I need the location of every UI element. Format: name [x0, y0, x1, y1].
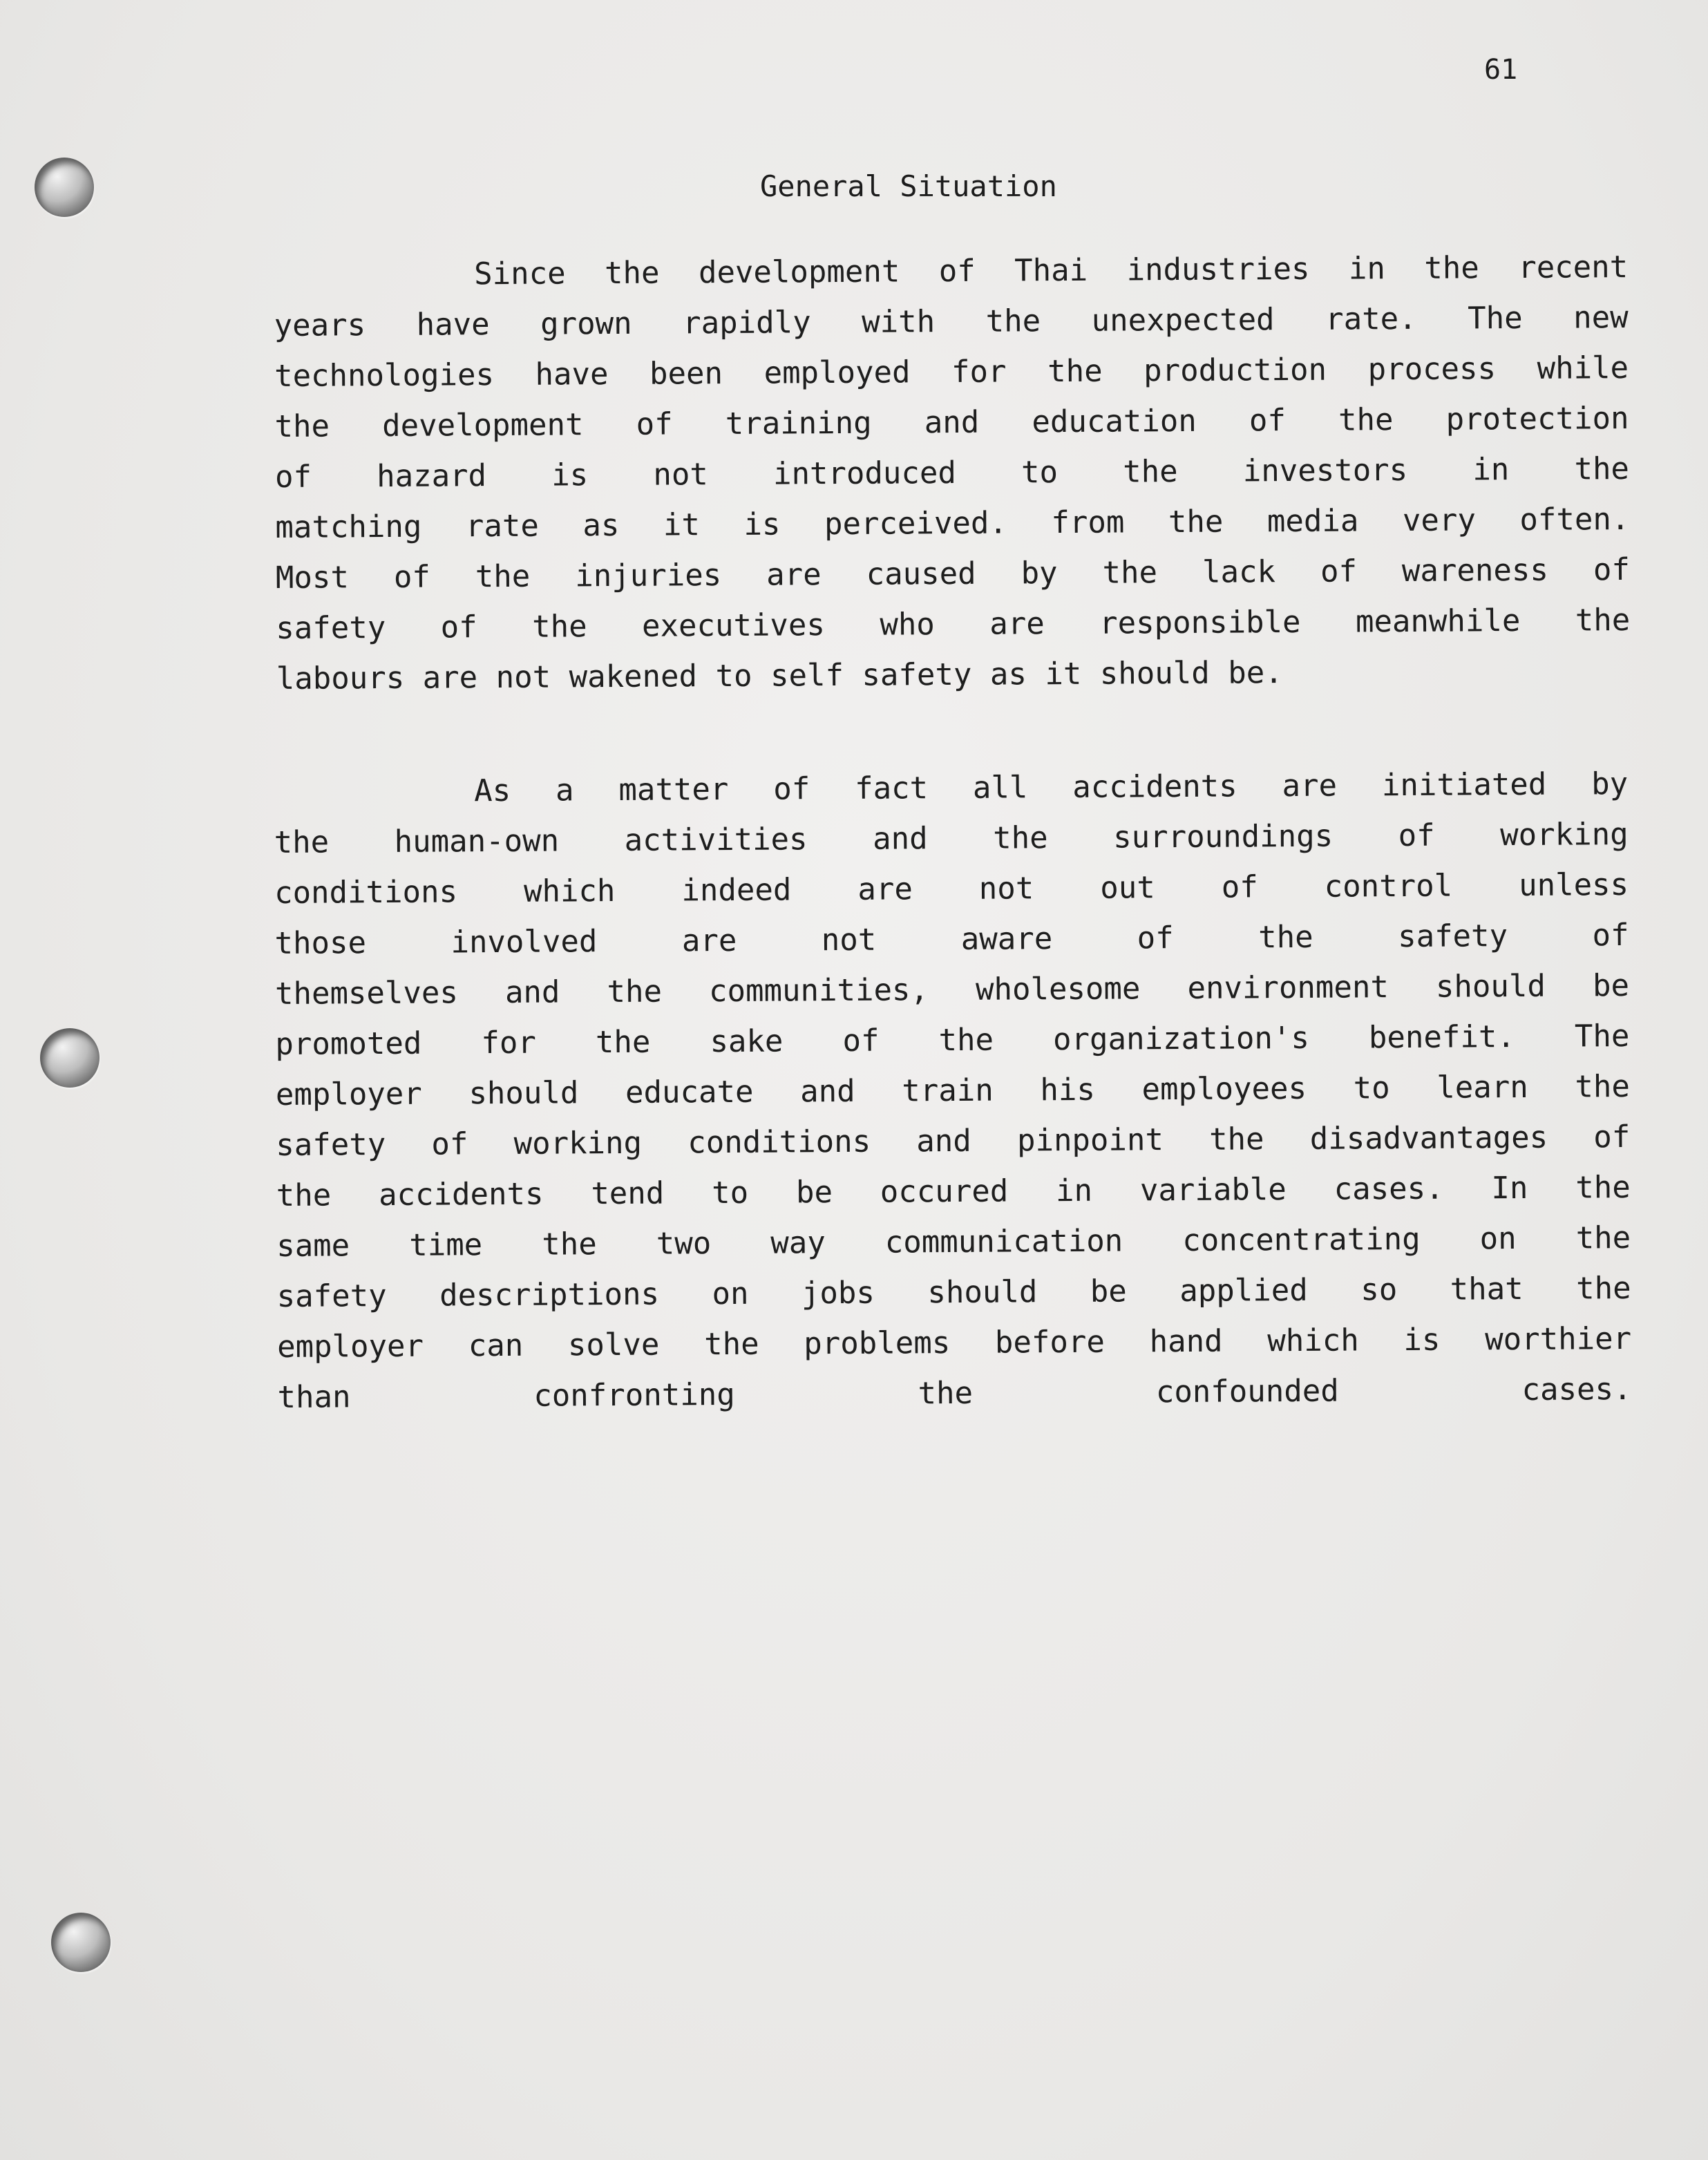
page-number: 61: [1484, 54, 1518, 86]
paragraph-line: safety of the executives who are responsible meanwhile the: [276, 603, 1631, 646]
punch-hole-middle: [40, 1028, 99, 1088]
paragraph-line: technologies have been employed for the production process while: [274, 350, 1629, 394]
paragraph-line: Since the development of Thai industries in the recent: [474, 249, 1629, 292]
paragraph-line: employer should educate and train his employees to learn the: [275, 1069, 1631, 1112]
paragraph-line: the development of training and education of the protection: [274, 401, 1629, 444]
paragraph-2: [274, 759, 1632, 1473]
paragraph-line: As a matter of fact all accidents are initiated by: [474, 766, 1629, 809]
paragraph-line: promoted for the sake of the organization's benefit. The: [275, 1019, 1630, 1062]
paragraph-line: [278, 1414, 1632, 1473]
paragraph-line: themselves and the communities, wholesome environment should be: [274, 968, 1630, 1012]
punch-hole-bottom: [51, 1913, 111, 1972]
paragraph-line: employer can solve the problems before hand which is worthier: [276, 1321, 1632, 1365]
paragraph-line: the human-own activities and the surroundings of working: [274, 817, 1629, 860]
paragraph-line: same time the two way communication concentrating on the: [276, 1220, 1631, 1264]
punch-hole-top: [35, 158, 94, 217]
paragraph-line: of hazard is not introduced to the investors in the: [274, 451, 1630, 495]
paragraph-line: labours are not wakened to self safety as it should be.: [276, 655, 1283, 697]
section-title: General Situation: [760, 169, 1057, 203]
paragraph-line: than confronting the confounded cases.: [277, 1372, 1632, 1415]
paragraph-line: the accidents tend to be occured in variable cases. In the: [276, 1170, 1631, 1213]
paragraph-line: those involved are not aware of the safety of: [274, 918, 1629, 961]
paragraph-line: years have grown rapidly with the unexpected rate. The new: [274, 300, 1629, 343]
paragraph-line: matching rate as it is perceived. from the media very often.: [275, 502, 1630, 545]
paragraph-line: safety descriptions on jobs should be applied so that the: [276, 1271, 1631, 1314]
paragraph-line: conditions which indeed are not out of control unless: [274, 867, 1629, 911]
paragraph-1: [274, 242, 1631, 704]
paragraph-line: safety of working conditions and pinpoint the disadvantages of: [276, 1119, 1631, 1163]
paragraph-line: Most of the injuries are caused by the lack of wareness of: [275, 552, 1631, 596]
